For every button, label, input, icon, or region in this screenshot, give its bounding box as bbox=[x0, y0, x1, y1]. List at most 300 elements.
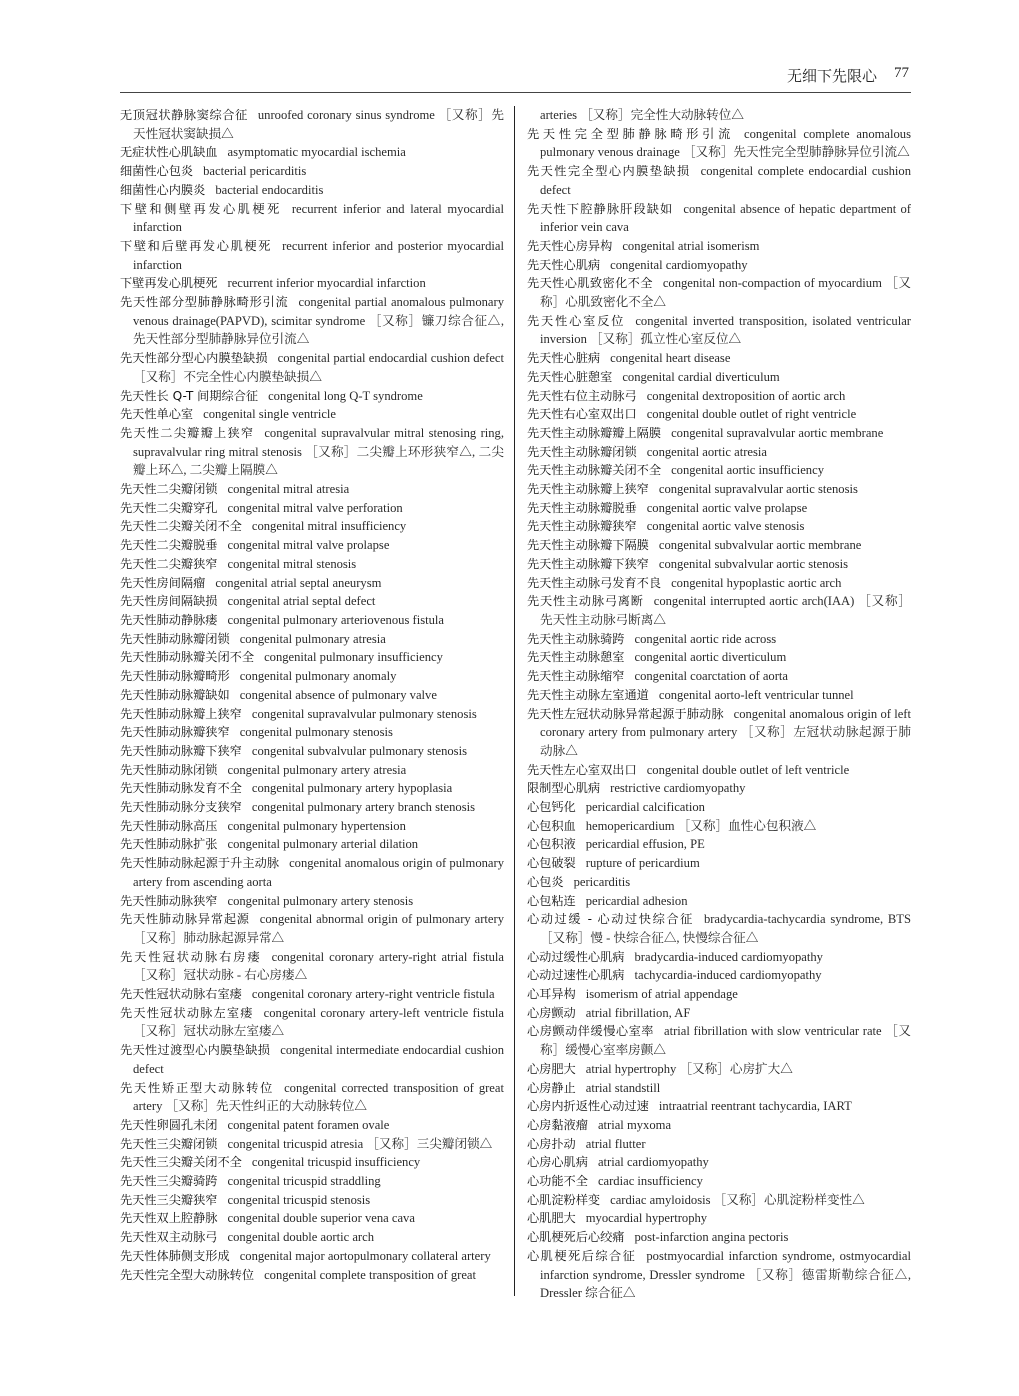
entry-definition: bradycardia-induced cardiomyopathy bbox=[634, 949, 823, 964]
glossary-entry bbox=[527, 1097, 911, 1116]
entry-definition: atrial myxoma bbox=[597, 1117, 672, 1132]
glossary-entry bbox=[120, 1004, 504, 1041]
entry-term: 先天性主动脉瓣狭窄 bbox=[527, 519, 637, 534]
glossary-entry bbox=[527, 1228, 911, 1247]
glossary-entry bbox=[527, 125, 911, 162]
entry-definition: congenital double outlet of left ventricle bbox=[646, 762, 850, 777]
entry-definition: congenital pulmonary artery hypoplasia bbox=[251, 781, 453, 796]
glossary-entry bbox=[120, 1135, 504, 1154]
entry-term: 心肌淀粉样变 bbox=[527, 1192, 601, 1207]
glossary-entry bbox=[120, 742, 504, 761]
running-title: 无细下先限心 bbox=[786, 67, 877, 85]
entry-term: 先天性房间隔缺损 bbox=[120, 594, 218, 609]
entry-term: 先天性房间隔瘤 bbox=[120, 575, 206, 590]
entry-term: 心动过缓 - 心动过快综合征 bbox=[527, 912, 694, 927]
glossary-entry bbox=[120, 611, 504, 630]
entry-term: 先天性主动脉憩室 bbox=[527, 650, 625, 665]
glossary-entry bbox=[120, 237, 504, 274]
entry-definition: congenital aortic insufficiency bbox=[671, 463, 824, 478]
glossary-entry bbox=[120, 517, 504, 536]
glossary-entry bbox=[527, 368, 911, 387]
entry-term: 先天性主动脉左室通道 bbox=[527, 687, 649, 702]
entry-definition: congenital anomalous origin of pulmonary artery from ascending aorta bbox=[133, 856, 504, 889]
entry-term: 无症状性心肌缺血 bbox=[120, 145, 218, 160]
entry-term: 心房黏液瘤 bbox=[527, 1117, 588, 1132]
entry-term: 先天性二尖瓣脱垂 bbox=[120, 538, 218, 553]
entry-definition: recurrent inferior myocardial infarction bbox=[227, 276, 426, 291]
entry-term: 先天性肺动脉狭窄 bbox=[120, 893, 218, 908]
entry-term: 先天性二尖瓣瓣上狭窄 bbox=[120, 425, 255, 440]
entry-term: 先天性主动脉瓣闭锁 bbox=[527, 444, 637, 459]
glossary-entry bbox=[120, 723, 504, 742]
glossary-entry bbox=[527, 461, 911, 480]
entry-definition: atrial standstill bbox=[585, 1080, 661, 1095]
entry-term: 先天性心脏憩室 bbox=[527, 369, 613, 384]
glossary-entry bbox=[120, 106, 504, 143]
glossary-entry bbox=[527, 1116, 911, 1135]
glossary-entry bbox=[527, 480, 911, 499]
entry-term: 先天性心脏病 bbox=[527, 351, 601, 366]
entry-term: 先天性三尖瓣闭锁 bbox=[120, 1136, 218, 1151]
glossary-entry bbox=[120, 555, 504, 574]
glossary-entry bbox=[527, 1209, 911, 1228]
glossary-entry bbox=[120, 181, 504, 200]
glossary-entry bbox=[527, 948, 911, 967]
glossary-entry bbox=[120, 817, 504, 836]
entry-term: 先天性心房异构 bbox=[527, 238, 613, 253]
entry-definition: atrial cardiomyopathy bbox=[597, 1155, 709, 1170]
entry-term: 心包积液 bbox=[527, 837, 576, 852]
glossary-entry bbox=[527, 574, 911, 593]
glossary-entry bbox=[527, 200, 911, 237]
entry-definition: post-infarction angina pectoris bbox=[634, 1230, 789, 1245]
glossary-entry bbox=[527, 274, 911, 311]
entry-definition: cardiac insufficiency bbox=[597, 1174, 703, 1189]
entry-term: 先天性主动脉缩窄 bbox=[527, 669, 625, 684]
entry-term: 先天性肺动脉瓣缺如 bbox=[120, 687, 230, 702]
entry-term: 先天性二尖瓣关闭不全 bbox=[120, 519, 242, 534]
glossary-entry bbox=[120, 985, 504, 1004]
entry-definition: pericarditis bbox=[573, 874, 631, 889]
glossary-entry bbox=[527, 424, 911, 443]
entry-term: 下壁和后壁再发心肌梗死 bbox=[120, 238, 273, 253]
entry-term: 先天性三尖瓣关闭不全 bbox=[120, 1155, 242, 1170]
glossary-entry bbox=[527, 835, 911, 854]
glossary-entry bbox=[527, 648, 911, 667]
entry-definition: congenital pulmonary artery branch stenosis bbox=[251, 800, 475, 815]
glossary-entry bbox=[120, 293, 504, 349]
glossary-entry bbox=[120, 349, 504, 386]
glossary-entry bbox=[527, 405, 911, 424]
entry-definition: congenital subvalvular aortic stenosis bbox=[658, 556, 849, 571]
entry-term: 心包炎 bbox=[527, 874, 564, 889]
entry-term: 先天性下腔静脉肝段缺如 bbox=[527, 201, 674, 216]
entry-definition: congenital pulmonary insufficiency bbox=[264, 650, 443, 665]
entry-term: 先天性肺动脉起源于升主动脉 bbox=[120, 856, 280, 871]
entry-term: 先天性肺动脉瓣闭锁 bbox=[120, 631, 230, 646]
glossary-entry bbox=[120, 1191, 504, 1210]
glossary-entry bbox=[527, 705, 911, 761]
glossary-entry bbox=[120, 892, 504, 911]
entry-term: 先天性二尖瓣狭窄 bbox=[120, 556, 218, 571]
entry-term: 先天性三尖瓣骑跨 bbox=[120, 1174, 218, 1189]
entry-term: 心肌梗死后心绞痛 bbox=[527, 1230, 625, 1245]
entry-definition: congenital major aortopulmonary collateral artery bbox=[239, 1248, 491, 1263]
entry-definition: congenital pulmonary artery atresia bbox=[227, 762, 407, 777]
entry-definition: congenital tricuspid straddling bbox=[227, 1174, 381, 1189]
entry-definition: isomerism of atrial appendage bbox=[585, 987, 738, 1002]
entry-definition: unroofed coronary sinus syndrome ［又称］先天性冠状窦缺损△ bbox=[133, 108, 505, 141]
entry-definition: congenital double aortic arch bbox=[227, 1230, 375, 1245]
glossary-entry bbox=[120, 274, 504, 293]
entry-term: 先天性主动脉瓣下狭窄 bbox=[527, 556, 649, 571]
entry-definition: pericardial calcification bbox=[585, 800, 705, 815]
glossary-entry bbox=[527, 630, 911, 649]
glossary-entry bbox=[120, 1041, 504, 1078]
entry-definition: bradycardia-tachycardia syndrome, BTS ［又称］慢 - 快综合征△, 快慢综合征△ bbox=[540, 912, 911, 945]
glossary-entry bbox=[527, 985, 911, 1004]
glossary-entry bbox=[527, 499, 911, 518]
entry-definition: congenital mitral stenosis bbox=[227, 556, 357, 571]
entry-definition: congenital subvalvular aortic membrane bbox=[658, 538, 862, 553]
glossary-entry bbox=[527, 910, 911, 947]
entry-definition: congenital partial endocardial cushion defect ［又称］不完全性心内膜垫缺损△ bbox=[133, 351, 505, 384]
entry-term: 先天性完全型大动脉转位 bbox=[120, 1267, 255, 1282]
glossary-entry bbox=[527, 517, 911, 536]
entry-definition: congenital pulmonary hypertension bbox=[227, 818, 406, 833]
glossary-entry bbox=[527, 1079, 911, 1098]
entry-definition: congenital tricuspid atresia ［又称］三尖瓣闭锁△ bbox=[227, 1136, 493, 1151]
glossary-entry bbox=[527, 1153, 911, 1172]
glossary-entry bbox=[527, 1004, 911, 1023]
entry-term: 先天性三尖瓣狭窄 bbox=[120, 1192, 218, 1207]
entry-term: 先天性心室反位 bbox=[527, 313, 626, 328]
glossary-entry bbox=[120, 424, 504, 480]
running-header bbox=[120, 62, 911, 93]
entry-definition: congenital coronary artery-left ventricle fistula ［又称］冠状动脉左室瘘△ bbox=[133, 1005, 505, 1039]
glossary-entry bbox=[527, 592, 911, 629]
glossary-entry bbox=[120, 910, 504, 947]
entry-term: 心肌肥大 bbox=[527, 1211, 576, 1226]
glossary-entry bbox=[527, 555, 911, 574]
entry-definition: congenital subvalvular pulmonary stenosis bbox=[251, 743, 467, 758]
entry-term: 心房内折返性心动过速 bbox=[527, 1099, 649, 1114]
entry-term: 先天性部分型肺静脉畸形引流 bbox=[120, 295, 289, 310]
entry-term: 先天性心肌致密化不全 bbox=[527, 276, 653, 291]
entry-definition: congenital coronary artery-right ventricle fistula bbox=[251, 987, 495, 1002]
entry-term: 心肌梗死后综合征 bbox=[527, 1248, 637, 1263]
entry-term: 先天性双上腔静脉 bbox=[120, 1211, 218, 1226]
entry-term: 下壁和侧壁再发心肌梗死 bbox=[120, 201, 282, 216]
entry-definition: congenital supravalvular aortic membrane bbox=[671, 425, 884, 440]
glossary-entry bbox=[120, 405, 504, 424]
entry-definition: bacterial endocarditis bbox=[215, 182, 324, 197]
entry-definition: congenital anomalous origin of left coronary artery from pulmonary artery ［又称］左冠状动脉起源于肺动脉△ bbox=[540, 706, 911, 758]
glossary-entry bbox=[120, 948, 504, 985]
entry-definition: pericardial effusion, PE bbox=[585, 837, 705, 852]
glossary-entry bbox=[120, 1079, 504, 1116]
entry-term: 心房颤动 bbox=[527, 1005, 576, 1020]
entry-definition: congenital aortic valve stenosis bbox=[646, 519, 805, 534]
entry-term: 先天性肺动静脉瘘 bbox=[120, 612, 218, 627]
entry-definition: congenital long Q-T syndrome bbox=[268, 388, 423, 403]
glossary-entry bbox=[527, 854, 911, 873]
entry-term: 先天性二尖瓣穿孔 bbox=[120, 500, 218, 515]
glossary-entry bbox=[120, 1228, 504, 1247]
glossary-entry bbox=[120, 705, 504, 724]
entry-term: 心包破裂 bbox=[527, 856, 576, 871]
glossary-entry bbox=[527, 162, 911, 199]
entry-definition: congenital coarctation of aorta bbox=[634, 669, 788, 684]
entry-term: 先天性主动脉弓离断 bbox=[527, 594, 644, 609]
entry-term: 心房心肌病 bbox=[527, 1155, 588, 1170]
entry-definition: congenital pulmonary arteriovenous fistula bbox=[227, 612, 444, 627]
column-divider bbox=[514, 106, 515, 1296]
glossary-entry bbox=[527, 817, 911, 836]
entry-definition: congenital supravalvular aortic stenosis bbox=[658, 482, 858, 497]
entry-term: 心包钙化 bbox=[527, 800, 576, 815]
entry-definition: congenital supravalvular pulmonary stenosis bbox=[251, 706, 477, 721]
entry-definition: congenital pulmonary atresia bbox=[239, 631, 386, 646]
glossary-entry bbox=[120, 1116, 504, 1135]
entry-definition: congenital abnormal origin of pulmonary artery ［又称］肺动脉起源异常△ bbox=[133, 912, 504, 945]
entry-term: 心包积血 bbox=[527, 818, 576, 833]
glossary-entry bbox=[120, 798, 504, 817]
entry-definition: congenital aortic diverticulum bbox=[634, 650, 787, 665]
entry-definition: congenital mitral atresia bbox=[227, 482, 350, 497]
glossary-entry bbox=[120, 648, 504, 667]
entry-definition: congenital tricuspid insufficiency bbox=[251, 1155, 421, 1170]
entry-definition: congenital cardiomyopathy bbox=[610, 257, 748, 272]
entry-term: 先天性心肌病 bbox=[527, 257, 601, 272]
entry-definition: congenital cardial diverticulum bbox=[622, 369, 780, 384]
entry-term: 下壁再发心肌梗死 bbox=[120, 276, 218, 291]
entry-term: 先天性单心室 bbox=[120, 407, 194, 422]
entry-term: 先天性体肺侧支形成 bbox=[120, 1248, 230, 1263]
entry-definition: congenital interrupted aortic arch(IAA) ［又称］先天性主动脉弓断离△ bbox=[540, 594, 911, 627]
glossary-entry bbox=[120, 1247, 504, 1266]
entry-term: 先天性部分型心内膜垫缺损 bbox=[120, 351, 268, 366]
glossary-entry bbox=[120, 854, 504, 891]
entry-definition: congenital pulmonary arterial dilation bbox=[227, 837, 419, 852]
entry-term: 无顶冠状静脉窦综合征 bbox=[120, 108, 248, 122]
entry-term: 先天性长 Q-T 间期综合征 bbox=[120, 388, 259, 403]
entry-definition: congenital supravalvular mitral stenosing ring, supravalvular ring mitral stenosis ［又称］二尖瓣上环形狭窄△, 二尖瓣上环△, 二尖瓣上隔膜△ bbox=[133, 425, 505, 478]
glossary-entry bbox=[120, 200, 504, 237]
entry-term: 心动过速性心肌病 bbox=[527, 968, 625, 983]
entry-definition: congenital complete endocardial cushion defect bbox=[540, 164, 911, 197]
entry-definition: intraatrial reentrant tachycardia, IART bbox=[658, 1099, 852, 1114]
entry-definition: congenital absence of pulmonary valve bbox=[239, 687, 437, 702]
entry-definition: congenital aorto-left ventricular tunnel bbox=[658, 687, 854, 702]
entry-term: 先天性完全型肺静脉畸形引流 bbox=[527, 126, 735, 141]
glossary-entry bbox=[120, 536, 504, 555]
entry-term: 心房肥大 bbox=[527, 1061, 576, 1076]
entry-definition: congenital pulmonary anomaly bbox=[239, 669, 397, 684]
entry-definition: congenital atrial septal aneurysm bbox=[215, 575, 382, 590]
entry-term: 先天性肺动脉瓣上狭窄 bbox=[120, 706, 242, 721]
glossary-entry bbox=[527, 312, 911, 349]
entry-definition: congenital aortic atresia bbox=[646, 444, 767, 459]
entry-definition: atrial fibrillation with slow ventricular rate ［又称］缓慢心室率房颤△ bbox=[540, 1024, 911, 1058]
entry-definition: bacterial pericarditis bbox=[203, 164, 307, 179]
entry-definition: asymptomatic myocardial ischemia bbox=[227, 145, 406, 160]
entry-definition: congenital mitral valve perforation bbox=[227, 500, 403, 515]
entry-term: 先天性矫正型大动脉转位 bbox=[120, 1080, 275, 1095]
entry-definition: congenital absence of hepatic department of inferior vein cava bbox=[540, 201, 912, 235]
entry-term: 先天性双主动脉弓 bbox=[120, 1230, 218, 1245]
entry-definition: congenital single ventricle bbox=[203, 407, 337, 422]
entry-term: 先天性右心室双出口 bbox=[527, 407, 637, 422]
glossary-entry bbox=[120, 1153, 504, 1172]
entry-definition: congenital atrial isomerism bbox=[622, 238, 760, 253]
entry-definition: pericardial adhesion bbox=[585, 893, 688, 908]
entry-definition: congenital pulmonary stenosis bbox=[239, 725, 393, 740]
entry-term: 先天性主动脉骑跨 bbox=[527, 631, 625, 646]
glossary-entry bbox=[527, 686, 911, 705]
entry-definition: congenital double outlet of right ventricle bbox=[646, 407, 857, 422]
entry-term: 先天性主动脉瓣上狭窄 bbox=[527, 482, 649, 497]
glossary-entry bbox=[527, 349, 911, 368]
entry-definition: congenital intermediate endocardial cushion defect bbox=[133, 1043, 504, 1076]
glossary-entry bbox=[120, 779, 504, 798]
glossary-entry bbox=[120, 162, 504, 181]
glossary-entry bbox=[527, 798, 911, 817]
glossary-entry bbox=[120, 761, 504, 780]
entry-term: 先天性左冠状动脉异常起源于肺动脉 bbox=[527, 706, 724, 721]
glossary-entry bbox=[120, 835, 504, 854]
entry-term: 心房扑动 bbox=[527, 1136, 576, 1151]
glossary-entry bbox=[527, 1172, 911, 1191]
glossary-entry bbox=[527, 1247, 911, 1303]
entry-term: 先天性肺动脉瓣狭窄 bbox=[120, 725, 230, 740]
glossary-entry bbox=[527, 1060, 911, 1079]
glossary-entry bbox=[120, 143, 504, 162]
entry-definition: cardiac amyloidosis ［又称］心肌淀粉样变性△ bbox=[610, 1192, 865, 1207]
entry-definition: congenital mitral insufficiency bbox=[251, 519, 407, 534]
entry-term: 先天性主动脉弓发育不良 bbox=[527, 575, 662, 590]
entry-definition: congenital aortic valve prolapse bbox=[646, 500, 808, 515]
glossary-entry bbox=[120, 1172, 504, 1191]
entry-term: 先天性二尖瓣闭锁 bbox=[120, 482, 218, 497]
glossary-entry bbox=[527, 667, 911, 686]
entry-definition: congenital pulmonary artery stenosis bbox=[227, 893, 414, 908]
entry-term: 先天性肺动脉高压 bbox=[120, 818, 218, 833]
glossary-entry bbox=[527, 892, 911, 911]
glossary-entry bbox=[120, 667, 504, 686]
glossary-entry bbox=[120, 387, 504, 406]
entry-term: 心房颤动伴缓慢心室率 bbox=[527, 1024, 654, 1039]
entry-term: 先天性右位主动脉弓 bbox=[527, 388, 637, 403]
left-column bbox=[120, 106, 504, 1284]
glossary-entry bbox=[527, 443, 911, 462]
glossary-entry bbox=[120, 630, 504, 649]
entry-definition: congenital double superior vena cava bbox=[227, 1211, 415, 1226]
glossary-entry bbox=[527, 966, 911, 985]
glossary-entry bbox=[527, 387, 911, 406]
entry-term: 心动过缓性心肌病 bbox=[527, 949, 625, 964]
entry-term: 限制型心肌病 bbox=[527, 781, 601, 796]
entry-definition: congenital complete anomalous pulmonary venous drainage ［又称］先天性完全型肺静脉异位引流△ bbox=[540, 126, 911, 160]
glossary-entry bbox=[527, 106, 911, 125]
entry-definition: congenital aortic ride across bbox=[634, 631, 777, 646]
entry-term: 先天性主动脉瓣下隔膜 bbox=[527, 538, 649, 553]
entry-term: 先天性肺动脉发育不全 bbox=[120, 781, 242, 796]
entry-term: 先天性肺动脉异常起源 bbox=[120, 912, 250, 927]
entry-term: 先天性左心室双出口 bbox=[527, 762, 637, 777]
entry-definition: atrial fibrillation, AF bbox=[585, 1005, 691, 1020]
entry-term: 先天性肺动脉瓣下狭窄 bbox=[120, 743, 242, 758]
entry-term: 先天性主动脉瓣脱垂 bbox=[527, 500, 637, 515]
entry-term: 心功能不全 bbox=[527, 1174, 588, 1189]
right-column bbox=[527, 106, 911, 1303]
entry-definition: atrial hypertrophy ［又称］心房扩大△ bbox=[585, 1061, 793, 1076]
glossary-entry bbox=[527, 761, 911, 780]
glossary-entry bbox=[527, 873, 911, 892]
entry-term: 先天性肺动脉瓣关闭不全 bbox=[120, 650, 255, 665]
entry-definition: recurrent inferior and lateral myocardial infarction bbox=[133, 201, 505, 235]
glossary-entry bbox=[527, 1135, 911, 1154]
entry-term: 细菌性心包炎 bbox=[120, 164, 194, 179]
entry-term: 先天性肺动脉闭锁 bbox=[120, 762, 218, 777]
entry-definition: congenital dextroposition of aortic arch bbox=[646, 388, 846, 403]
entry-definition: rupture of pericardium bbox=[585, 856, 700, 871]
glossary-entry bbox=[120, 1266, 504, 1285]
entry-definition: congenital inverted transposition, isolated ventricular inversion ［又称］孤立性心室反位△ bbox=[540, 313, 911, 347]
entry-definition: congenital atrial septal defect bbox=[227, 594, 376, 609]
entry-term: 先天性过渡型心内膜垫缺损 bbox=[120, 1043, 271, 1058]
glossary-entry bbox=[527, 1022, 911, 1059]
entry-definition: recurrent inferior and posterior myocardial infarction bbox=[133, 238, 505, 272]
entry-term: 心房静止 bbox=[527, 1080, 576, 1095]
entry-definition: congenital corrected transposition of great artery ［又称］先天性纠正的大动脉转位△ bbox=[133, 1080, 504, 1114]
glossary-entry bbox=[120, 592, 504, 611]
entry-definition: congenital mitral valve prolapse bbox=[227, 538, 390, 553]
entry-definition: postmyocardial infarction syndrome, ostmyocardial infarction syndrome, Dressler syndrome ［又称］德雷斯勒综合征△, Dressler 综合征△ bbox=[540, 1248, 912, 1301]
glossary-entry bbox=[527, 536, 911, 555]
entry-definition: congenital partial anomalous pulmonary venous drainage(PAPVD), scimitar syndrome ［又称］镰刀综合征△, 先天性部分型肺静脉异位引流△ bbox=[133, 295, 504, 347]
entry-definition: congenital patent foramen ovale bbox=[227, 1117, 390, 1132]
entry-term: 心耳异构 bbox=[527, 987, 576, 1002]
entry-term: 细菌性心内膜炎 bbox=[120, 182, 206, 197]
entry-definition: congenital non-compaction of myocardium ［又称］心肌致密化不全△ bbox=[540, 276, 911, 310]
entry-definition: arteries ［又称］完全性大动脉转位△ bbox=[540, 108, 744, 122]
glossary-entry bbox=[120, 499, 504, 518]
entry-term: 先天性肺动脉瓣畸形 bbox=[120, 669, 230, 684]
glossary-entry bbox=[527, 237, 911, 256]
entry-term: 先天性冠状动脉左室瘘 bbox=[120, 1005, 254, 1020]
entry-definition: myocardial hypertrophy bbox=[585, 1211, 708, 1226]
entry-definition: congenital heart disease bbox=[610, 351, 731, 366]
entry-definition: congenital coronary artery-right atrial fistula ［又称］冠状动脉 - 右心房瘘△ bbox=[133, 949, 504, 983]
glossary-entry bbox=[120, 574, 504, 593]
entry-term: 先天性冠状动脉右房瘘 bbox=[120, 949, 262, 964]
entry-term: 先天性肺动脉分支狭窄 bbox=[120, 800, 242, 815]
glossary-entry bbox=[120, 1209, 504, 1228]
entry-term: 心包粘连 bbox=[527, 893, 576, 908]
entry-definition: congenital complete transposition of great bbox=[264, 1267, 476, 1282]
entry-term: 先天性冠状动脉右室瘘 bbox=[120, 987, 242, 1002]
entry-term: 先天性主动脉瓣瓣上隔膜 bbox=[527, 425, 662, 440]
entry-term: 先天性完全型心内膜垫缺损 bbox=[527, 164, 691, 179]
entry-term: 先天性卵圆孔未闭 bbox=[120, 1117, 218, 1132]
entry-definition: congenital hypoplastic aortic arch bbox=[671, 575, 842, 590]
page-number: 77 bbox=[894, 65, 909, 81]
glossary-entry bbox=[527, 779, 911, 798]
glossary-entry bbox=[120, 480, 504, 499]
glossary-entry bbox=[527, 1191, 911, 1210]
entry-definition: congenital tricuspid stenosis bbox=[227, 1192, 371, 1207]
